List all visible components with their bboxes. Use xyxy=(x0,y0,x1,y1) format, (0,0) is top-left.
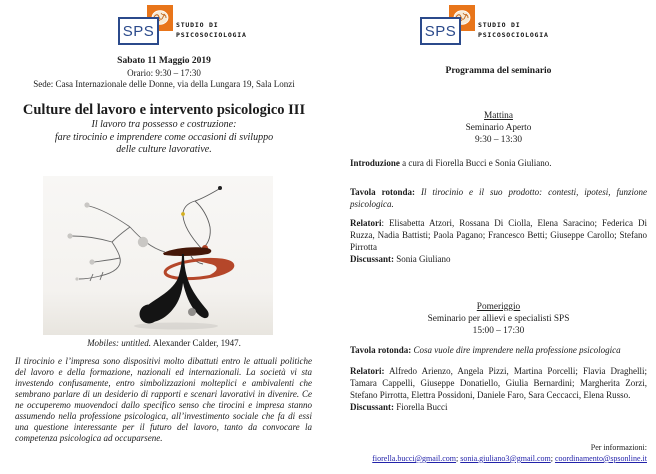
studio-name-line2: PSICOSOCIOLOGIA xyxy=(176,31,247,40)
tavola-rotonda-1-label: Tavola rotonda: xyxy=(350,187,415,197)
calder-mobile-image xyxy=(43,176,273,335)
studio-name xyxy=(478,20,549,40)
morning-section-heading xyxy=(350,111,647,147)
relatori-afternoon xyxy=(350,366,647,401)
sps-logo-label: SPS xyxy=(424,22,457,40)
intro-paragraph: Il tirocinio e l’impresa sono dispositivi molto dibattuti entro le attuali politiche del lavoro e della formazione, nazionali ed internazionali. La società vi sta investendo confusamente, entro simbolizzazioni molteplici e ambivalenti che sembrano parlare di un desiderio di rapporti e scenari lavorativi in divenire. Ce ne occuperemo muovendoci dallo specifico senso che tirocini e impresa stanno assumendo nella professione psicologica, all’investimento sociale che fa di essi una questione interessante per il futuro del lavoro, tanto da convocare la competenza psicologica ad occuparsene. xyxy=(15,356,312,444)
subtitle-line1: Il lavoro tra possesso e costruzione: xyxy=(91,119,237,131)
tavola-rotonda-1-topic: Il tirocinio e il suo prodotto: contesti, ipotesi, funzione psicologica. xyxy=(350,187,647,209)
contact-info xyxy=(350,443,647,465)
introduzione-label: Introduzione xyxy=(350,158,400,168)
discussant-morning-label: Discussant: xyxy=(350,254,395,264)
afternoon-time: 15:00 – 17:30 xyxy=(472,325,525,336)
email-link-sonia[interactable]: sonia.giuliano3@gmail.com xyxy=(460,453,551,463)
event-venue: Sede: Casa Internazionale delle Donne, via della Lungara 19, Sala Lonzi xyxy=(33,79,295,90)
studio-name xyxy=(176,20,247,40)
discussant-morning xyxy=(350,254,647,266)
afternoon-heading: Pomeriggio xyxy=(476,302,521,312)
caption-artist: Alexander Calder, 1947. xyxy=(151,338,241,348)
tavola-rotonda-2-topic: Cosa vuole dire imprendere nella professione psicologica xyxy=(411,345,621,355)
tavola-rotonda-2 xyxy=(350,345,647,357)
subtitle-line3: delle culture lavorative. xyxy=(116,143,212,155)
sps-logo-mark xyxy=(118,17,159,45)
subtitle-line2: fare tirocinio e imprendere come occasioni di sviluppo xyxy=(54,131,274,143)
afternoon-section-heading xyxy=(350,302,647,338)
morning-subheading: Seminario Aperto xyxy=(465,122,532,133)
email-separator: ; xyxy=(456,453,461,463)
sps-logo-left xyxy=(118,5,247,45)
event-date: Sabato 11 Maggio 2019 xyxy=(117,56,211,66)
title-block xyxy=(14,102,314,156)
studio-name-line1: STUDIO DI xyxy=(478,21,521,29)
relatori-morning-names: : Elisabetta Atzori, Rossana Di Ciolla, Elena Saracino; Federica Di Ruzza, Nadia Battisti; Paola Pagano; Francesco Betti; Giuseppe Carollo; Stefano Pirrotta xyxy=(350,218,647,252)
discussant-afternoon-name: Fiorella Bucci xyxy=(394,402,448,412)
contact-emails xyxy=(350,454,647,465)
image-caption xyxy=(14,338,314,348)
caption-artwork-title: Mobiles: untitled. xyxy=(87,338,152,348)
email-separator: ; xyxy=(550,453,555,463)
relatori-morning-label: Relatori xyxy=(350,218,382,228)
email-link-fiorella[interactable]: fiorella.bucci@gmail.com xyxy=(372,453,457,463)
relatori-afternoon-label: Relatori: xyxy=(350,366,385,376)
relatori-afternoon-names: Alfredo Arienzo, Angela Pizzi, Martina Porcelli; Flavia Draghelli; Tamara Cappelli, Giuseppe Donatiello, Giulia Bernardini; Margherita Zorzi, Stefano Pirrotta, Elettra Possidoni, Daniele Faro, Sara Ceccacci, Elena Russo. xyxy=(350,366,647,400)
sps-logo-label: SPS xyxy=(122,22,155,40)
introduzione-text: a cura di Fiorella Bucci e Sonia Giuliano. xyxy=(399,158,552,168)
sps-logo-right xyxy=(420,5,549,45)
studio-name-line2: PSICOSOCIOLOGIA xyxy=(478,31,549,40)
discussant-morning-name: Sonia Giuliano xyxy=(394,254,451,264)
relatori-morning xyxy=(350,218,647,253)
introduzione-line xyxy=(350,158,647,170)
contact-info-label: Per informazioni: xyxy=(590,443,647,452)
morning-heading: Mattina xyxy=(484,111,513,121)
tavola-rotonda-1 xyxy=(350,187,647,211)
tavola-rotonda-2-label: Tavola rotonda: xyxy=(350,345,412,355)
discussant-afternoon-label: Discussant: xyxy=(350,402,395,412)
afternoon-subheading: Seminario per allievi e specialisti SPS xyxy=(427,313,570,324)
morning-time: 9:30 – 13:30 xyxy=(474,134,522,145)
program-title: Programma del seminario xyxy=(445,66,552,76)
studio-name-line1: STUDIO DI xyxy=(176,21,219,29)
event-time: Orario: 9:30 – 17:30 xyxy=(127,67,201,78)
discussant-afternoon xyxy=(350,402,647,414)
event-details xyxy=(14,56,314,90)
sps-logo-mark xyxy=(420,17,461,45)
email-link-coordinamento[interactable]: coordinamento@spsonline.it xyxy=(554,453,647,463)
page-title: Culture del lavoro e intervento psicologico III xyxy=(22,102,306,118)
